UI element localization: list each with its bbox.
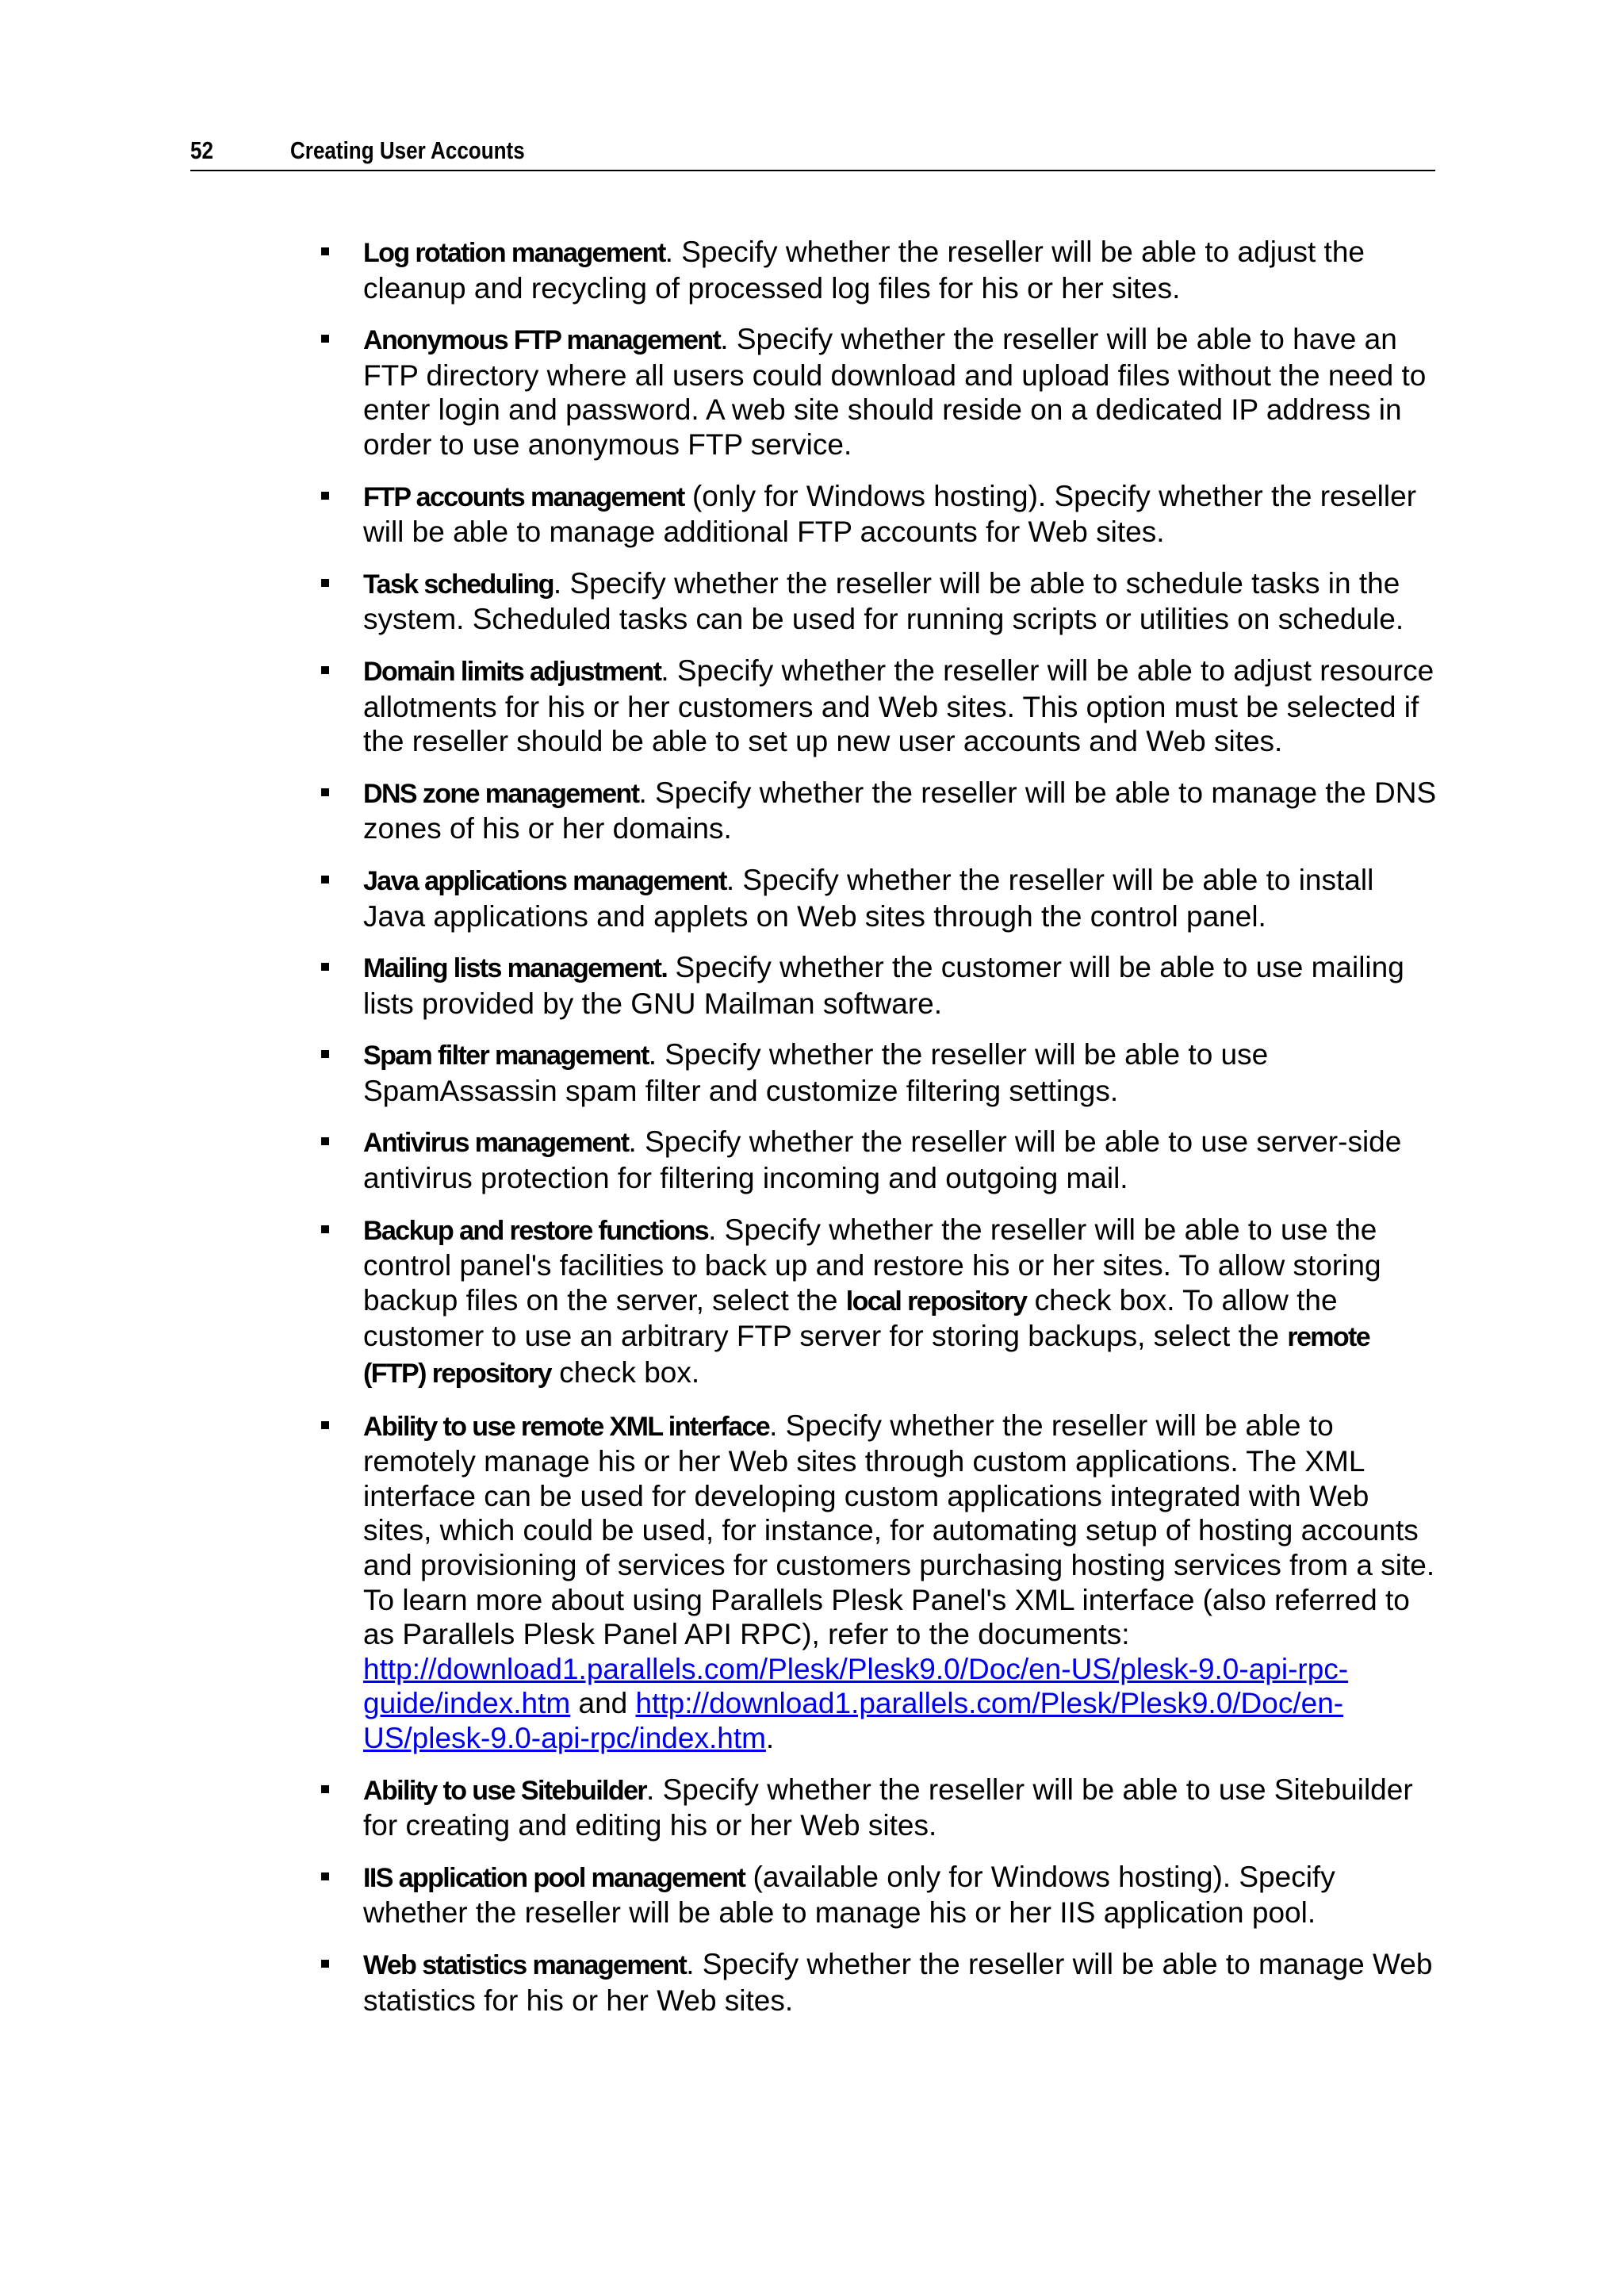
bullet-square-icon	[321, 1137, 329, 1145]
list-item	[0, 654, 1438, 759]
list-item	[0, 1037, 1438, 1108]
item-term: Domain limits adjustment	[363, 656, 661, 687]
item-description: . Specify whether the reseller will be able to use the control panel's facilities to back up and restore his or her sites. To allow storing backup files on the server, select the	[363, 1213, 1381, 1317]
item-term: Web statistics management	[363, 1949, 687, 1980]
item-term: Log rotation management	[363, 238, 665, 268]
item-term: Backup and restore functions	[363, 1215, 709, 1246]
list-item	[0, 322, 1438, 462]
bullet-square-icon	[321, 1050, 329, 1058]
bullet-square-icon	[321, 666, 329, 674]
api-rpc-reference-link[interactable]: http://download1.parallels.com/Plesk/Plesk9.0/Doc/en-US/plesk-9.0-api-rpc/index.htm	[363, 1687, 1344, 1754]
item-term: Antivirus management	[363, 1128, 629, 1159]
item-term: DNS zone management	[363, 778, 639, 809]
item-description: . Specify whether the reseller will be able to manage the DNS zones of his or her domains.	[363, 776, 1437, 845]
item-term: Task scheduling	[363, 569, 553, 600]
feature-list	[0, 235, 1624, 2034]
bullet-square-icon	[321, 492, 329, 500]
bullet-square-icon	[321, 788, 329, 796]
item-description-continued: and	[570, 1687, 636, 1720]
bullet-square-icon	[321, 1785, 329, 1793]
item-description: (only for Windows hosting). Specify whether the reseller will be able to manage additional FTP accounts for Web sites.	[363, 479, 1417, 549]
item-term: Mailing lists management.	[363, 953, 668, 984]
list-item	[0, 776, 1438, 846]
item-term: Java applications management	[363, 865, 726, 896]
item-description: . Specify whether the reseller will be able to manage Web statistics for his or her Web sites.	[363, 1947, 1433, 2017]
list-item	[0, 1409, 1438, 1756]
item-description: . Specify whether the reseller will be able to use SpamAssassin spam filter and customize filtering settings.	[363, 1038, 1269, 1107]
item-term: FTP accounts management	[363, 481, 684, 512]
item-term: IIS application pool management	[363, 1862, 745, 1893]
bullet-square-icon	[321, 1421, 329, 1429]
bullet-square-icon	[321, 1872, 329, 1880]
item-description-end: .	[765, 1721, 775, 1754]
page-header-title: Creating User Accounts	[290, 136, 525, 164]
list-item	[0, 479, 1438, 550]
item-description: . Specify whether the reseller will be able to adjust resource allotments for his or her customers and Web sites. This option must be selected if the reseller should be able to set up new user accounts and Web sites.	[363, 654, 1434, 758]
list-item	[0, 1860, 1438, 1930]
item-description-end: check box.	[550, 1356, 700, 1389]
page-number: 52	[190, 136, 213, 164]
item-description: . Specify whether the reseller will be able to use server-side antivirus protection for filtering incoming and outgoing mail.	[363, 1125, 1402, 1195]
list-item	[0, 1773, 1438, 1843]
item-description: . Specify whether the reseller will be able to have an FTP directory where all users could download and upload files without the need to enter login and password. A web site should reside on a dedicated IP address in order to use anonymous FTP service.	[363, 323, 1427, 461]
item-term: Ability to use Sitebuilder	[363, 1775, 647, 1806]
bullet-square-icon	[321, 876, 329, 884]
item-description: . Specify whether the reseller will be able to install Java applications and applets on Web sites through the control panel.	[363, 863, 1374, 933]
list-item	[0, 863, 1438, 933]
list-item	[0, 566, 1438, 637]
list-item	[0, 1947, 1438, 2018]
item-description: Specify whether the customer will be able to use mailing lists provided by the GNU Mailman software.	[363, 951, 1404, 1020]
option-remote-ftp-repository: remote (FTP) repository	[363, 1322, 1370, 1389]
item-term: Spam filter management	[363, 1041, 649, 1071]
list-item	[0, 950, 1438, 1021]
item-term: Anonymous FTP management	[363, 325, 721, 356]
bullet-square-icon	[321, 963, 329, 971]
item-description: . Specify whether the reseller will be able to adjust the cleanup and recycling of processed log files for his or her sites.	[363, 236, 1365, 305]
page-header	[190, 135, 1435, 171]
bullet-square-icon	[321, 1225, 329, 1233]
bullet-square-icon	[321, 579, 329, 587]
item-description: . Specify whether the reseller will be able to use Sitebuilder for creating and editing his or her Web sites.	[363, 1773, 1413, 1842]
bullet-square-icon	[321, 335, 329, 343]
item-description-continued: check box. To allow the customer to use an arbitrary FTP server for storing backups, select the	[363, 1283, 1338, 1353]
item-description: . Specify whether the reseller will be able to schedule tasks in the system. Scheduled tasks can be used for running scripts or utilities on schedule.	[363, 566, 1404, 636]
bullet-square-icon	[321, 247, 329, 255]
option-local-repository: local repository	[845, 1286, 1027, 1317]
api-rpc-guide-link[interactable]: http://download1.parallels.com/Plesk/Plesk9.0/Doc/en-US/plesk-9.0-api-rpc-guide/index.htm	[363, 1652, 1349, 1720]
item-term: Ability to use remote XML interface	[363, 1411, 770, 1442]
list-item	[0, 235, 1438, 305]
list-item	[0, 1213, 1438, 1392]
bullet-square-icon	[321, 1960, 329, 1968]
list-item	[0, 1125, 1438, 1195]
item-description: . Specify whether the reseller will be able to remotely manage his or her Web sites through custom applications. The XML interface can be used for developing custom applications integrated with Web sites, which could be used, for instance, for automating setup of hosting accounts and provisioning of services for customers purchasing hosting services from a site. To learn more about using Parallels Plesk Panel's XML interface (also referred to as Parallels Plesk Panel API RPC), refer to the documents:	[363, 1409, 1435, 1651]
item-description: (available only for Windows hosting). Specify whether the reseller will be able to manage his or her IIS application pool.	[363, 1860, 1335, 1930]
